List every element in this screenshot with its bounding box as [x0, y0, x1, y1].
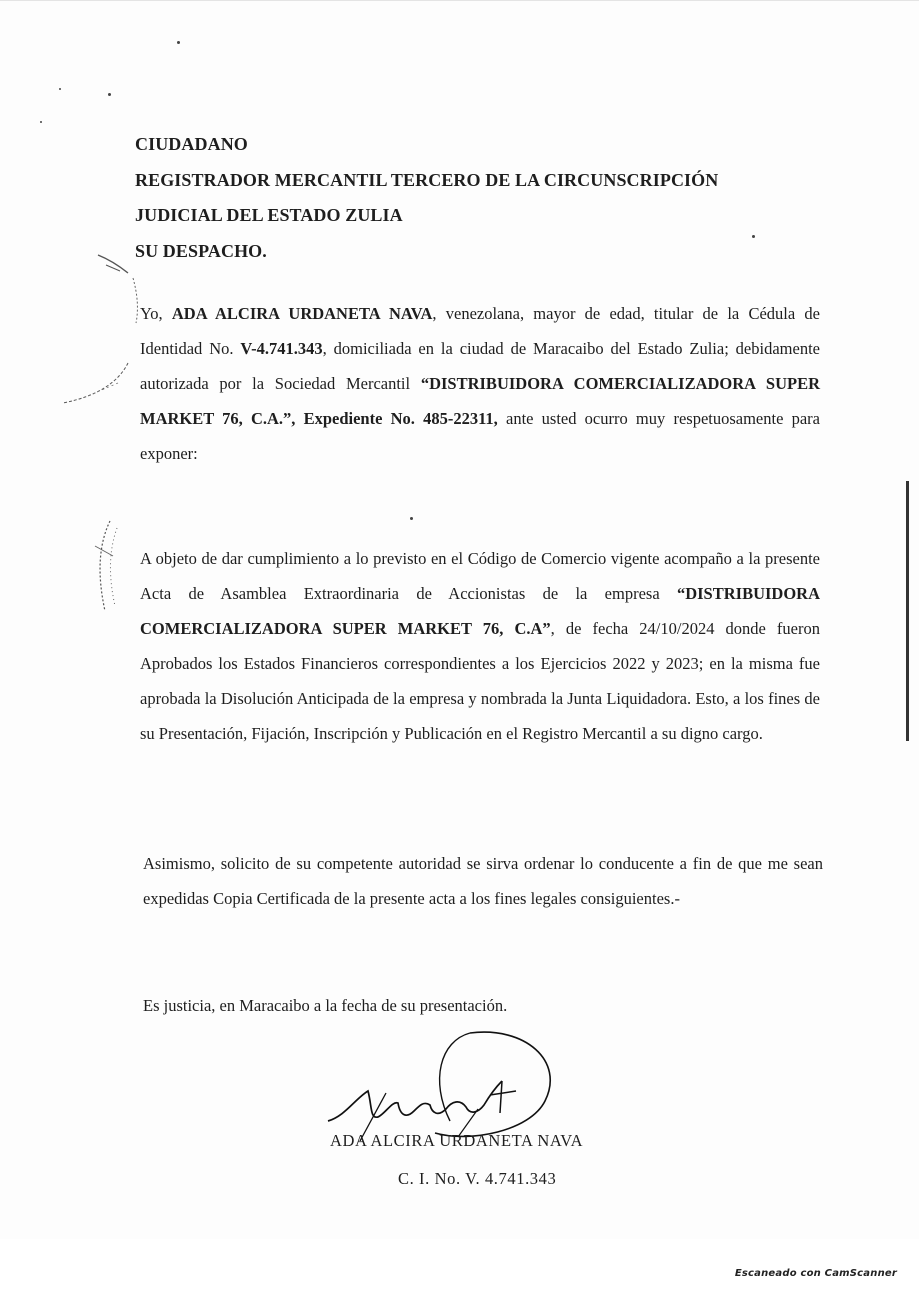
scanner-watermark: Escaneado con CamScanner — [734, 1268, 897, 1279]
text-run: , domiciliada en la ciudad de Maracaibo del Estado Zulia; debidamente autorizada por la Sociedad Mercantil — [140, 339, 820, 393]
scan-speck — [108, 93, 111, 96]
company-name: “DISTRIBUIDORA COMERCIALIZADORA SUPER MARKET 76, C.A” — [140, 584, 820, 638]
stamp-mark — [85, 516, 130, 616]
scan-edge-mark — [905, 481, 911, 741]
scan-speck — [410, 517, 413, 520]
addressee-block — [135, 127, 855, 269]
id-number: V-4.741.343 — [240, 339, 323, 358]
scan-speck — [40, 121, 42, 123]
applicant-name: ADA ALCIRA URDANETA NAVA — [171, 304, 433, 323]
text-run: , venezolana, mayor de edad, titular de la Cédula de Identidad No. — [140, 304, 820, 358]
addressee-line: JUDICIAL DEL ESTADO ZULIA — [135, 205, 403, 225]
signatory-id: C. I. No. V. 4.741.343 — [398, 1169, 557, 1188]
addressee-line: REGISTRADOR MERCANTIL TERCERO DE LA CIRCUNSCRIPCIÓN — [135, 169, 719, 190]
scan-speck — [59, 88, 61, 90]
addressee-line: CIUDADANO — [135, 134, 248, 154]
signatory-name: ADA ALCIRA URDANETA NAVA — [330, 1131, 584, 1150]
addressee-line: SU DESPACHO. — [135, 240, 267, 261]
text-run: Yo, — [140, 304, 172, 323]
text-run: ante usted ocurro muy respetuosamente para exponer: — [140, 409, 820, 463]
text-run: , de fecha 24/10/2024 donde fueron Aprobados los Estados Financieros correspondientes a los Ejercicios 2022 y 2023; en la misma fue aprobada la Disolución Anticipada de la empresa y nombrada la Junta Liquidadora. Esto, a los fines de su Presentación, Fijación, Inscripción y Publicación en el Registro Mercantil a su digno cargo. — [140, 619, 820, 743]
scan-speck — [177, 41, 180, 44]
body-paragraph — [140, 541, 820, 751]
closing-paragraph: Es justicia, en Maracaibo a la fecha de su presentación. — [143, 996, 508, 1015]
intro-paragraph — [140, 296, 820, 471]
text-run: A objeto de dar cumplimiento a lo previsto en el Código de Comercio vigente acompaño a la presente Acta de Asamblea Extraordinaria de Accionistas de la empresa — [140, 549, 820, 603]
request-paragraph: Asimismo, solicito de su competente autoridad se sirva ordenar lo conducente a fin de que me sean expedidas Copia Certificada de la presente acta a los fines legales consiguientes.- — [143, 854, 823, 908]
company-name: “DISTRIBUIDORA COMERCIALIZADORA SUPER MARKET 76, C.A.”, Expediente No. 485-22311, — [140, 374, 820, 428]
